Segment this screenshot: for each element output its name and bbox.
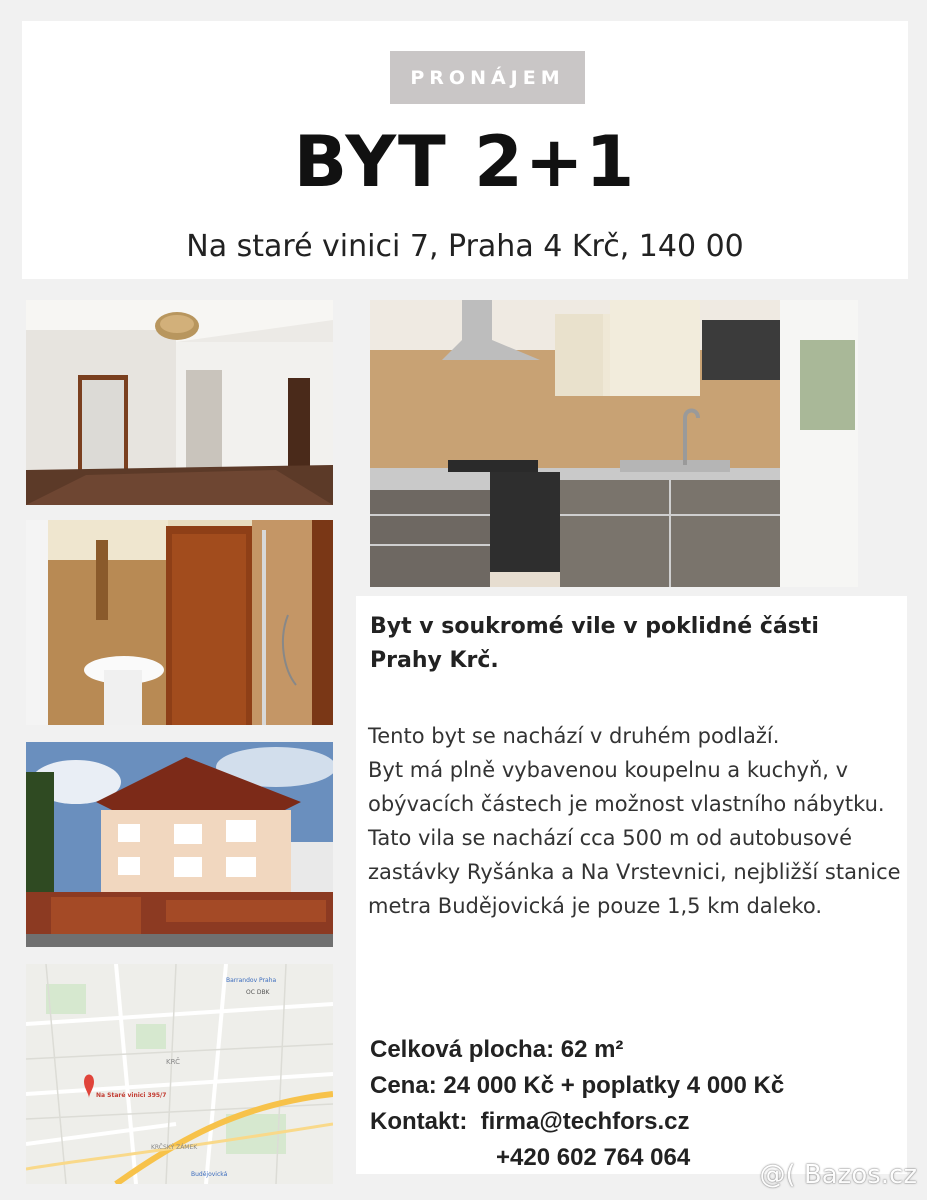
map-label-krc: KRČ xyxy=(166,1058,180,1066)
listing-facts xyxy=(370,1032,900,1176)
description-panel xyxy=(356,596,907,1174)
photo-villa-exterior xyxy=(26,742,333,947)
description-body xyxy=(368,719,903,923)
map-label-zamek: KRČSKÝ ZÁMEK xyxy=(151,1144,198,1151)
map-pin-label: Na Staré vinici 395/7 xyxy=(96,1092,167,1099)
photo-bathroom xyxy=(26,520,333,725)
description-paragraph: Tento byt se nachází v druhém podlaží. xyxy=(368,724,780,748)
contact-phone[interactable]: +420 602 764 064 xyxy=(496,1144,691,1171)
map-label-budejovicka: Budějovická xyxy=(191,1171,228,1178)
description-lead: Byt v soukromé vile v poklidné části Prahy Krč. xyxy=(370,614,819,673)
listing-title: BYT 2+1 xyxy=(293,121,637,203)
listing-header xyxy=(22,21,908,279)
map-label-oc: OC DBK xyxy=(246,989,270,996)
location-map xyxy=(26,964,333,1184)
map-label-barrandov: Barrandov Praha xyxy=(226,977,277,984)
listing-type-badge: PRONÁJEM xyxy=(390,51,585,104)
description-paragraph: Tato vila se nachází cca 500 m od autobusové zastávky Ryšánka a Na Vrstevnici, nejbližší stanice metra Budějovická je pouze 1,5 km daleko. xyxy=(368,826,901,918)
contact-email[interactable]: firma@techfors.cz xyxy=(480,1108,690,1135)
photo-kitchen xyxy=(370,300,858,587)
contact-row xyxy=(370,1104,900,1140)
total-area: Celková plocha: 62 m² xyxy=(370,1036,624,1063)
photo-living-room xyxy=(26,300,333,505)
listing-address: Na staré vinici 7, Praha 4 Krč, 140 00 xyxy=(186,229,744,264)
description-paragraph: Byt má plně vybavenou koupelnu a kuchyň, v obývacích částech je možnost vlastního nábytku. xyxy=(368,758,885,816)
bazos-watermark: @( Bazos.cz xyxy=(759,1160,917,1190)
contact-label: Kontakt: xyxy=(370,1108,468,1135)
price: Cena: 24 000 Kč + poplatky 4 000 Kč xyxy=(370,1072,785,1099)
